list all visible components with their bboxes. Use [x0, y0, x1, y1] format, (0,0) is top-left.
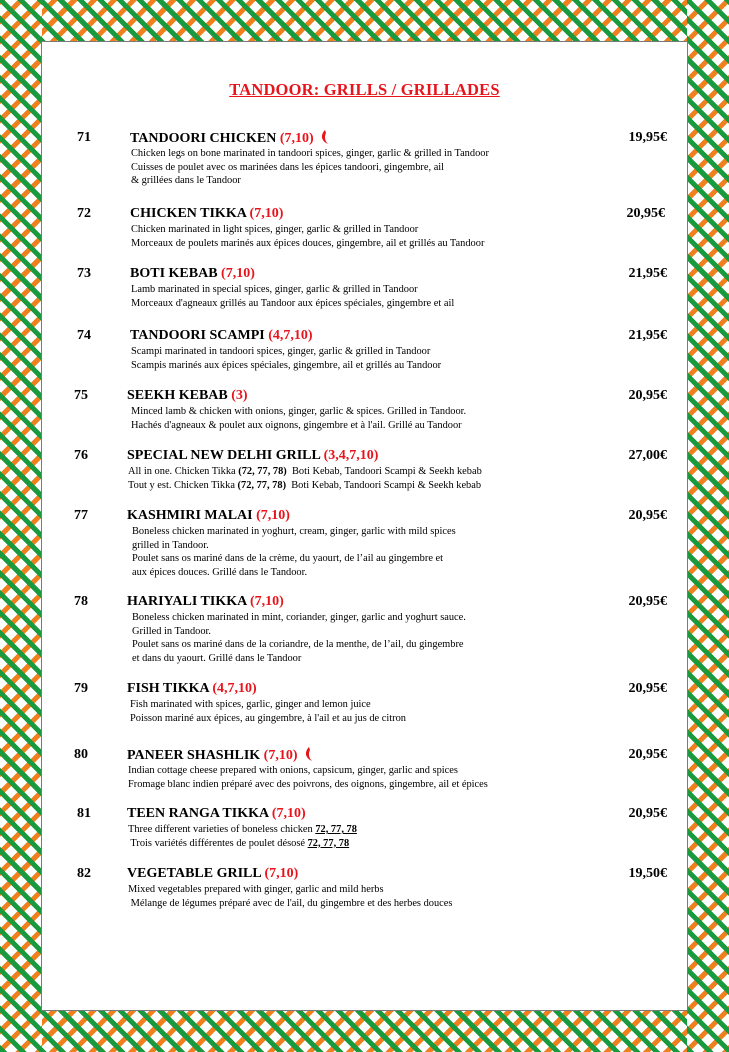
item-price: 19,50€	[628, 866, 667, 881]
desc-text: Trois variétés différentes de poulet désosé	[128, 837, 308, 849]
item-description: Lamb marinated in special spices, ginger, garlic & grilled in Tandoor Morceaux d'agneaux grillés au Tandoor aux épices spéciales, gingembre et ail	[131, 284, 455, 309]
item-description: Chicken legs on bone marinated in tandoori spices, ginger, garlic & grilled in Tandoor Cuisses de poulet avec os marinées dans les épices tandoori, gingembre, ail & grillées dans le Tandoor	[131, 148, 489, 187]
desc-text: Boti Kebab, Tandoori Scampi & Seekh kebab	[286, 479, 482, 491]
item-name	[127, 508, 290, 524]
item-description: Minced lamb & chicken with onions, ginger, garlic & spices. Grilled in Tandoor. Hachés d'agneaux & poulet aux oignons, gingembre et à l'ail. Grillé au Tandoor	[131, 406, 467, 431]
allergen-codes: (7,10)	[279, 131, 314, 146]
item-price: 21,95€	[628, 328, 667, 343]
celtic-border-left	[0, 0, 42, 1052]
item-name	[130, 328, 313, 344]
item-title: PANEER SHASHLIK	[127, 748, 261, 763]
item-name	[127, 388, 248, 404]
allergen-codes: (3,4,7,10)	[323, 448, 379, 463]
item-description: Fish marinated with spices, garlic, ginger and lemon juice Poisson mariné aux épices, au gingembre, à l'ail et au jus de citron	[130, 699, 406, 724]
chili-pepper-icon	[304, 747, 313, 761]
desc-text: Tout y est. Chicken Tikka	[128, 479, 238, 491]
allergen-codes: (7,10)	[264, 866, 299, 881]
item-title: SPECIAL NEW DELHI GRILL	[127, 448, 321, 463]
item-number: 75	[74, 388, 88, 403]
desc-text: All in one. Chicken Tikka	[128, 466, 239, 477]
celtic-border-top	[0, 0, 729, 42]
item-number: 74	[77, 328, 91, 343]
allergen-codes: (3)	[231, 388, 248, 403]
desc-text: Boti Kebab, Tandoori Scampi & Seekh kebab	[286, 466, 482, 477]
item-number: 71	[77, 130, 91, 145]
item-reference: 72, 77, 78	[307, 837, 350, 849]
item-price: 20,95€	[628, 806, 667, 821]
allergen-codes: (7,10)	[271, 806, 306, 821]
page-title: TANDOOR: GRILLS / GRILLADES	[229, 80, 500, 99]
item-price: 20,95€	[628, 681, 667, 696]
allergen-codes: (7,10)	[249, 206, 284, 221]
item-title: HARIYALI TIKKA	[127, 594, 247, 609]
item-description	[128, 465, 482, 492]
item-number: 77	[74, 508, 88, 523]
item-description: Chicken marinated in light spices, ginger, garlic & grilled in Tandoor Morceaux de poulets marinés aux épices douces, gingembre, ail et grillés au Tandoor	[131, 224, 485, 249]
desc-text: Three different varieties of boneless chicken	[128, 824, 316, 835]
item-price: 19,95€	[628, 130, 667, 145]
item-name	[130, 266, 255, 282]
item-name	[130, 206, 283, 222]
item-name	[127, 747, 313, 764]
item-number: 82	[77, 866, 91, 881]
item-title: TEEN RANGA TIKKA	[127, 806, 269, 821]
chili-pepper-icon	[320, 130, 329, 144]
item-title: FISH TIKKA	[127, 681, 209, 696]
item-description: Boneless chicken marinated in yoghurt, cream, ginger, garlic with mild spices grilled in Tandoor. Poulet sans os mariné dans de la crème, du yaourt, de l’ail au gingembre et aux épices douces. Grillé dans le Tandoor.	[132, 526, 456, 578]
item-title: SEEKH KEBAB	[127, 388, 228, 403]
item-price: 20,95€	[628, 747, 667, 762]
item-name	[127, 594, 284, 610]
item-title: TANDOORI SCAMPI	[130, 328, 265, 343]
allergen-codes: (4,7,10)	[212, 681, 257, 696]
item-title: KASHMIRI MALAI	[127, 508, 253, 523]
item-description: Mixed vegetables prepared with ginger, garlic and mild herbs Mélange de légumes préparé avec de l'ail, du gingembre et des herbes douces	[128, 884, 453, 909]
item-number: 73	[77, 266, 91, 281]
item-price: 20,95€	[628, 594, 667, 609]
allergen-codes: (4,7,10)	[268, 328, 313, 343]
allergen-codes: (7,10)	[263, 748, 298, 763]
item-price: 20,95€	[626, 206, 665, 221]
item-price: 21,95€	[628, 266, 667, 281]
item-name	[130, 130, 329, 147]
allergen-codes: (7,10)	[256, 508, 290, 523]
item-name	[127, 681, 257, 697]
item-title: VEGETABLE GRILL	[127, 866, 261, 881]
item-reference: (72, 77, 78)	[238, 466, 287, 477]
item-name	[127, 806, 306, 822]
item-name	[127, 866, 298, 882]
item-number: 78	[74, 594, 88, 609]
item-title: TANDOORI CHICKEN	[130, 131, 277, 146]
item-price: 20,95€	[628, 508, 667, 523]
celtic-border-right	[687, 0, 729, 1052]
item-description: Boneless chicken marinated in mint, coriander, ginger, garlic and yoghurt sauce. Grilled in Tandoor. Poulet sans os mariné dans de la coriandre, de la menthe, de l’ail, du gingembre et dans du yaourt. Grillé dans le Tandoor	[132, 612, 466, 664]
item-description	[128, 823, 357, 850]
item-number: 81	[77, 806, 91, 821]
allergen-codes: (7,10)	[221, 266, 255, 281]
item-description: Scampi marinated in tandoori spices, ginger, garlic & grilled in Tandoor Scampis marinés aux épices spéciales, gingembre, ail et grillés au Tandoor	[131, 346, 442, 371]
item-title: CHICKEN TIKKA	[130, 206, 247, 221]
item-name	[127, 448, 378, 464]
item-title: BOTI KEBAB	[130, 266, 222, 281]
item-description: Indian cottage cheese prepared with onions, capsicum, ginger, garlic and spices Fromage blanc indien préparé avec des poivrons, des oignons, gingembre, ail et épices	[128, 765, 488, 790]
celtic-border-bottom	[0, 1010, 729, 1052]
allergen-codes: (7,10)	[249, 594, 284, 609]
item-number: 79	[74, 681, 88, 696]
item-reference: (72, 77, 78)	[237, 479, 287, 491]
item-number: 76	[74, 448, 88, 463]
item-reference: 72, 77, 78	[315, 824, 357, 835]
item-number: 72	[77, 206, 91, 221]
item-number: 80	[74, 747, 88, 762]
item-price: 20,95€	[628, 388, 667, 403]
item-price: 27,00€	[628, 448, 667, 463]
